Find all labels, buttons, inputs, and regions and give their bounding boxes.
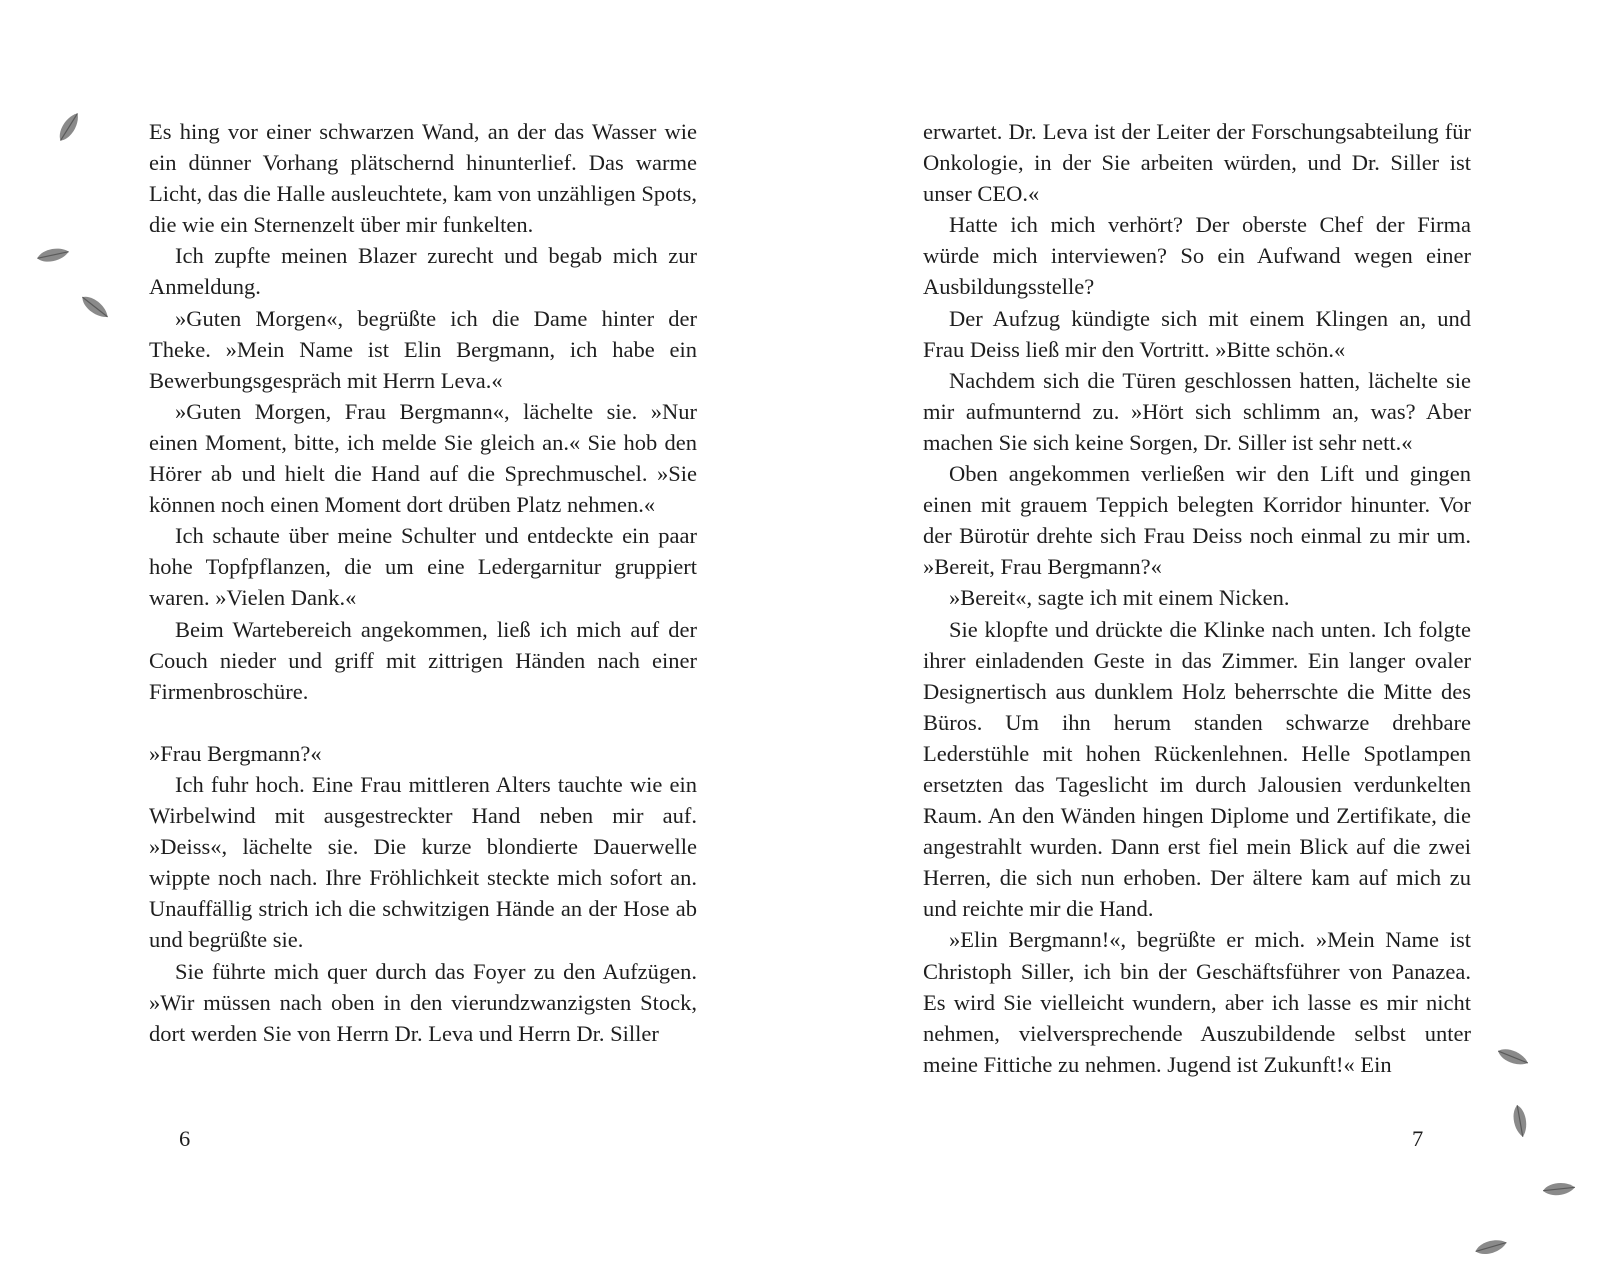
page-number: 6 [179, 1126, 191, 1151]
paragraph: Oben angekommen verließen wir den Lift und gingen einen mit grauem Teppich belegten Korridor hinunter. Vor der Bürotür drehte sich Frau Deiss noch einmal zu mir um. »Bereit, Frau Bergmann?« [923, 461, 1471, 580]
paragraph: erwartet. Dr. Leva ist der Leiter der Forschungsabteilung für Onkologie, in der Sie arbeiten würden, und Dr. Siller ist unser CEO.« [923, 119, 1471, 207]
paragraph: Hatte ich mich verhört? Der oberste Chef der Firma würde mich interviewen? So ein Aufwand wegen einer Ausbildungsstelle? [923, 212, 1471, 300]
paragraph: »Frau Bergmann?« [149, 740, 322, 766]
page-number: 7 [1412, 1126, 1424, 1151]
paragraph: Ich schaute über meine Schulter und entdeckte ein paar hohe Topfpflanzen, die um eine Ledergarnitur gruppiert waren. »Vielen Dank.« [149, 523, 697, 611]
paragraph: »Guten Morgen«, begrüßte ich die Dame hinter der Theke. »Mein Name ist Elin Bergmann, ich habe ein Bewerbungsgespräch mit Herrn Leva.« [149, 305, 697, 393]
paragraph: Der Aufzug kündigte sich mit einem Klingen an, und Frau Deiss ließ mir den Vortritt. »Bitte schön.« [923, 305, 1471, 362]
left-page-text [149, 116, 697, 1049]
paragraph: Ich zupfte meinen Blazer zurecht und begab mich zur Anmeldung. [149, 243, 697, 300]
paragraph: Nachdem sich die Türen geschlossen hatten, lächelte sie mir aufmunternd zu. »Hört sich schlimm an, was? Aber machen Sie sich keine Sorgen, Dr. Siller ist sehr nett.« [923, 367, 1471, 455]
paragraph: Ich fuhr hoch. Eine Frau mittleren Alters tauchte wie ein Wirbelwind mit ausgestreckter Hand neben mir auf. »Deiss«, lächelte sie. Die kurze blondierte Dauerwelle wippte noch nach. Ihre Fröhlichkeit steckte mich sofort an. Unauffällig strich ich die schwitzigen Hände an der Hose ab und begrüßte sie. [149, 771, 697, 953]
paragraph: »Guten Morgen, Frau Bergmann«, lächelte sie. »Nur einen Moment, bitte, ich melde Sie gleich an.« Sie hob den Hörer ab und hielt die Hand auf die Sprechmuschel. »Sie können noch einen Moment dort drüben Platz nehmen.« [149, 398, 697, 518]
paragraph: Sie klopfte und drückte die Klinke nach unten. Ich folgte ihrer einladenden Geste in das Zimmer. Ein langer ovaler Designertisch aus dunklem Holz beherrschte die Mitte des Büros. Um ihn herum standen schwarze drehbare Lederstühle mit hohen Rückenlehnen. Helle Spotlampen ersetzten das Tageslicht im durch Jalousien verdunkelten Raum. An den Wänden hingen Diplome und Zertifikate, die angestrahlt wurden. Dann erst fiel mein Blick auf die zwei Herren, die sich nun erhoben. Der ältere kam auf mich zu und reichte mir die Hand. [923, 616, 1471, 922]
right-page [800, 0, 1600, 1274]
paragraph: Beim Wartebereich angekommen, ließ ich mich auf der Couch nieder und griff mit zittrigen Händen nach einer Firmenbroschüre. [149, 616, 697, 704]
paragraph: »Elin Bergmann!«, begrüßte er mich. »Mein Name ist Christoph Siller, ich bin der Geschäftsführer von Panazea. Es wird Sie vielleicht wundern, aber ich lasse es mir nicht nehmen, vielversprechende Auszubildende selbst unter meine Fittiche zu nehmen. Jugend ist Zukunft!« Ein [923, 927, 1471, 1077]
paragraph: Es hing vor einer schwarzen Wand, an der das Wasser wie ein dünner Vorhang plätschernd hinunterlief. Das warme Licht, das die Halle ausleuchtete, kam von unzähligen Spots, die wie ein Sternenzelt über mir funkelten. [149, 119, 697, 238]
paragraph: Sie führte mich quer durch das Foyer zu den Aufzügen. »Wir müssen nach oben in den vierundzwanzigsten Stock, dort werden Sie von Herrn Dr. Leva und Herrn Dr. Siller [149, 958, 697, 1046]
leaf-icon [1541, 1178, 1577, 1199]
paragraph: »Bereit«, sagte ich mit einem Nicken. [949, 585, 1290, 611]
right-page-text [923, 116, 1471, 1080]
